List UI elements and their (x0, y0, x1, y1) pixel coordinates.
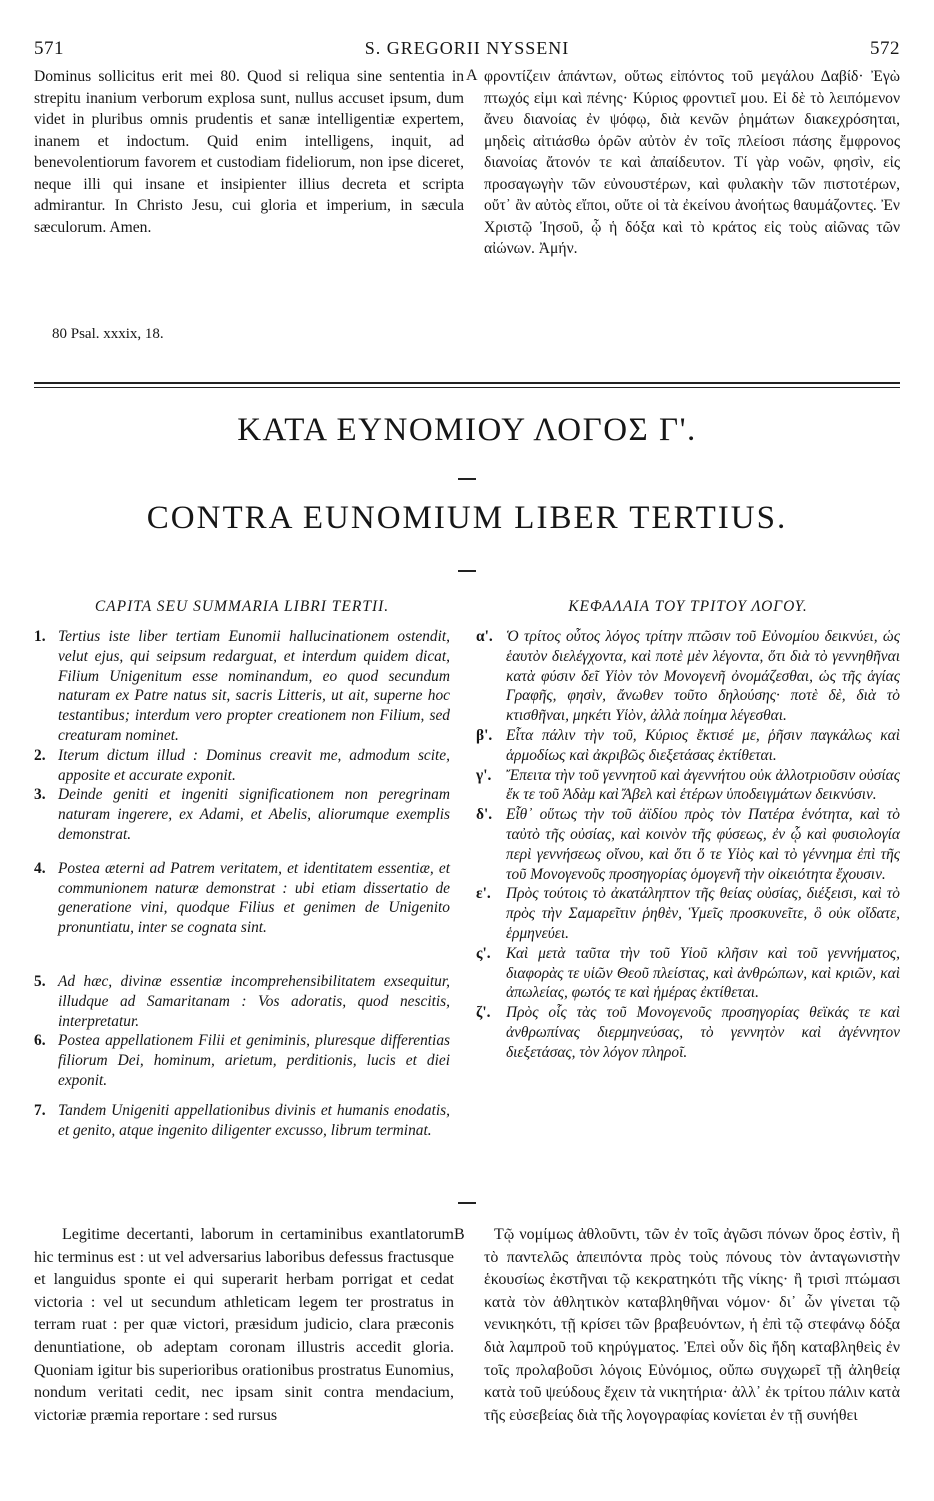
greek-summary-item (476, 1003, 900, 1062)
latin-summary-heading: CAPITA SEU SUMMARIA LIBRI TERTII. (94, 598, 390, 615)
greek-summary-item (476, 627, 900, 726)
item-number: ζ'. (476, 1004, 491, 1022)
item-number: δ'. (476, 806, 493, 824)
greek-summary-item (476, 884, 900, 943)
body-greek-text: Τῷ νομίμως ἀθλοῦντι, τῶν ἐν τοῖς ἀγῶσι πόνων ὅρος ἐστὶν, ἢ τὸ παντελῶς ἀπειπόντα πρὸς τοὺς πόνους τὸν ἀνταγωνιστὴν ἑκουσίως ἐκστῆναι τῷ κεκρατηκότι τῆς νίκης· ἢ τρισὶ πτώμασι κατὰ τὸν ἀθλητικὸν καταβληθῆναι νόμον· δι᾽ ὧν γίνεται τῷ νενικηκότι, τῇ κρίσει τῶν βραβευόντων, ἡ ἐπὶ τῷ στεφάνῳ δόξα διὰ λαμπροῦ τοῦ κηρύγματος. Ἐπεὶ οὖν δὶς ἤδη καταβληθεὶς ἐν τοῖς προλαβοῦσι λόγοις Εὐνόμιος, οὔπω συγχωρεῖ τῇ ἀληθείᾳ κατὰ τοῦ ψεύδους ἔχειν τὰ νικητήρια· ἀλλ᾽ ἐκ τρίτου πάλιν κατὰ τῆς εὐσεβείας διὰ τῆς λογογραφίας κονίεται ἐν τῇ συνήθει (484, 1226, 900, 1424)
item-number: γ'. (476, 766, 492, 784)
margin-marker-a: A (466, 67, 478, 84)
latin-summary-list (34, 627, 450, 1140)
item-text: Tandem Unigeniti appellationibus divinis et humanis enodatis, et genito, atque ingenito diligenter excusso, librum terminat. (58, 1101, 450, 1139)
top-greek-column (484, 66, 900, 260)
title-latin: CONTRA EUNOMIUM LIBER TERTIUS. (146, 500, 788, 536)
greek-summary-item (476, 766, 900, 806)
body-latin-column (34, 1224, 454, 1427)
item-text: Πρὸς τούτοις τὸ ἀκατάληπτον τῆς θείας οὐσίας, διέξεισι, καὶ τὸ πρὸς τὴν Σαμαρεῖτιν ῥηθὲν, Ὑμεῖς προσκυνεῖτε, ὃ οὐκ οἴδατε, ἑρμηνεύει. (506, 885, 900, 942)
item-text: Εἶτα πάλιν τὴν τοῦ, Κύριος ἔκτισέ με, ῥῆσιν παγκάλως καὶ ἁρμοδίως καὶ ἀκριβῶς διεξετάσας ἐκτίθεται. (506, 726, 900, 764)
top-latin-column (34, 66, 464, 238)
greek-summary-item (476, 726, 900, 766)
item-text: Ad hæc, divinæ essentiæ incomprehensibilitatem exsequitur, illudque ad Samaritanam : Vos adoratis, quod nescitis, interpretatur. (58, 972, 450, 1030)
latin-summary-item (34, 627, 450, 746)
top-greek-text: φροντίζειν ἁπάντων, οὕτως εἰπόντος τοῦ μεγάλου Δαβίδ· Ἐγὼ πτωχός εἰμι καὶ πένης· Κύριος φροντιεῖ μου. Εἰ δὲ τὸ λειπόμενον ἄνευ διανοίας ἐν ψόφῳ, διὰ κενῶν ῥημάτων διακεχρόσηται, μηδεὶς αἰτιάσθω ὁρῶν αὐτὸν ἐν τοῖς πλείοσι πάσης ἔμφρονος διανοίας ἄτονόν τε καὶ ἀπαίδευτον. Τί γὰρ νοῶν, φησὶν, εἰς προσαγωγὴν τῶν εὐνουστέρων, καὶ φυλακὴν τῶν πιστοτέρων, οὔτ᾽ ἂν αὐτὸς εἴποι, οὔτε οἱ τὰ ἐκείνου ἀνοήτως θαυμάζοντες. Ἐν Χριστῷ Ἰησοῦ, ᾧ ἡ δόξα καὶ τὸ κράτος εἰς τοὺς αἰῶνας τῶν αἰώνων. Ἀμήν. (484, 68, 900, 257)
page-number-right: 572 (870, 38, 900, 59)
greek-summary-heading: ΚΕΦΑΛΑΙΑ ΤΟΥ ΤΡΙΤΟΥ ΛΟΓΟΥ. (568, 598, 808, 615)
item-text: Postea appellationem Filii et geniminis, pluresque differentias filiorum Dei, hominum, arietum, perditionis, lucis et diei exponit. (58, 1032, 450, 1089)
item-number: 4. (34, 859, 46, 877)
latin-summary-item (34, 859, 450, 938)
item-text: Πρὸς οἷς τὰς τοῦ Μονογενοῦς προσηγορίας θεϊκάς τε καὶ ἀνθρωπίνας διερμηνεύσας, τὸ γεννητὸν καὶ ἀγέννητον διεξετάσας, τὸν λόγον πληροῖ. (506, 1004, 900, 1061)
title-greek: ΚΑΤΑ ΕΥΝΟΜΙΟΥ ΛΟΓΟΣ Γ'. (237, 412, 697, 448)
title-dash-2 (458, 570, 476, 572)
footnote: 80 Psal. xxxix, 18. (52, 326, 164, 342)
item-number: ε'. (476, 885, 491, 903)
greek-summary-item (476, 805, 900, 884)
item-number: 5. (34, 972, 46, 990)
item-text: Ὁ τρίτος οὗτος λόγος τρίτην πτῶσιν τοῦ Εὐνομίου δεικνύει, ὡς ἑαυτὸν διελέγχοντα, καὶ ποτὲ μὲν λέγοντα, ὅτι διὰ τὸ γεννηθῆναι κατὰ φύσιν δεῖ Υἱὸν τὸν Μονογενῆ ὀνομάζεσθαι, ὡς τῆς ἁγίας Γραφῆς, φησὶν, ἄνωθεν τοῦτο δηλούσης· ποτὲ δὲ, διὰ τὸ κτισθῆναι, μηκέτι Υἱὸν, ἀλλὰ ποίημα λέγεσθαι. (506, 628, 900, 725)
item-text: Postea æterni ad Patrem veritatem, et identitatem essentiæ, et communionem naturæ demonstrat : ubi etiam dissertatio de generatione vini, quodque Filius et genimen de Unigenito pronuntiatu, inter se cognata sint. (58, 859, 450, 937)
top-latin-text: Dominus sollicitus erit mei 80. Quod si reliqua sine sententia in strepitu inanium verborum explosa sunt, nullus accuset ipsum, dum videt in pluribus omnis prudentis et sanæ intelligentiæ expertem, inanem et indoctum. Quid enim intelligens, inquit, ad benevolentiorum favorem et custodiam fideliorum, non ipse diceret, neque illi qui insane et insipienter illius decreta et scripta admirantur. In Christo Jesu, cui gloria et imperium, in sæcula sæculorum. Amen. (34, 68, 464, 236)
item-number: 7. (34, 1101, 46, 1119)
page-number-left: 571 (34, 38, 64, 59)
title-dash-1 (458, 478, 476, 480)
latin-summary-item (34, 1031, 450, 1090)
latin-summary-item (34, 1101, 450, 1141)
section-rule-top-thin (34, 387, 900, 388)
body-greek-column (484, 1224, 900, 1427)
body-latin-text: Legitime decertanti, laborum in certaminibus exantlatorum hic terminus est : ut vel adversarius laboribus defessus fractusque et languidus sponte ei qui superarit herbam porrigat et cedat victoria : vel ut secundum athleticam legem ter prostratus in terram ruat : per quæ victori, præsidum judicio, clara præconis denuntiatione, ob adeptam coronam illustris accedit gloria. Quoniam igitur bis superioribus orationibus prostratus Eunomius, nondum veritati cedit, nec ipsam sinit contra mendacium, victoriæ præmia reportare : sed rursus (34, 1226, 454, 1424)
page-header (34, 38, 900, 62)
item-text: Deinde geniti et ingeniti significationem non peregrinam naturam ingerere, ex Adami, et Abelis, aliorumque exemplis demonstrat. (58, 786, 450, 843)
item-text: Καὶ μετὰ ταῦτα τὴν τοῦ Υἱοῦ κλῆσιν καὶ τοῦ γεννήματος, διαφορὰς τε υἱῶν Θεοῦ πλείστας, καὶ ἀνθρώπων, καὶ κριῶν, καὶ ἀπωλείας, φωτός τε καὶ ἡμέρας ἐκτίθεται. (506, 944, 900, 1002)
margin-marker-b: B (454, 1226, 465, 1243)
item-number: 6. (34, 1032, 46, 1050)
item-number: β'. (476, 726, 493, 744)
running-title: S. GREGORII NYSSENI (364, 38, 570, 58)
item-number: 3. (34, 786, 46, 804)
item-number: α'. (476, 628, 493, 645)
item-number: 1. (34, 628, 46, 645)
latin-summary-item (34, 785, 450, 844)
section-dash (458, 1202, 476, 1204)
latin-summary-item (34, 746, 450, 786)
item-text: Iterum dictum illud : Dominus creavit me, admodum scite, apposite et accurate exponit. (58, 746, 450, 784)
item-text: Tertius iste liber tertiam Eunomii hallucinationem ostendit, velut ejus, qui seipsum redarguat, et interdum quidem dicat, Filium Unigenitum esse nominandum, eo quod secundum naturam ex Patre natus sit, sacris Litteris, ut ait, superne hoc testantibus; interdum vero propter creationem non Filium, sed creaturam nominet. (58, 628, 450, 744)
item-number: ς'. (476, 944, 491, 962)
latin-summary-item (34, 972, 450, 1031)
greek-summary-item (476, 944, 900, 1003)
greek-summary-list (476, 627, 900, 1063)
item-number: 2. (34, 746, 46, 764)
section-rule-top (34, 382, 900, 384)
item-text: Εἶθ᾽ οὕτως τὴν τοῦ ἀϊδίου πρὸς τὸν Πατέρα ἑνότητα, καὶ τὸ ταὐτὸ τῆς οὐσίας, καὶ κοινὸν τῆς φύσεως, ἐν ᾧ καὶ φυσιολογία περὶ γεννήσεως οἴνου, καὶ ὅτι ὅ τε Υἱὸς καὶ τὸ γέννημα ἐπὶ τῆς τοῦ Μονογενοῦς προσηγορίας ὁμογενῆ τὴν οἰκειότητα ἔχουσιν. (506, 806, 900, 883)
item-text: Ἔπειτα τὴν τοῦ γεννητοῦ καὶ ἀγεννήτου οὐκ ἀλλοτριοῦσιν οὐσίας ἔκ τε τοῦ Ἀδὰμ καὶ Ἄβελ καὶ ἑτέρων ὑποδειγμάτων δεικνύσιν. (506, 766, 900, 804)
